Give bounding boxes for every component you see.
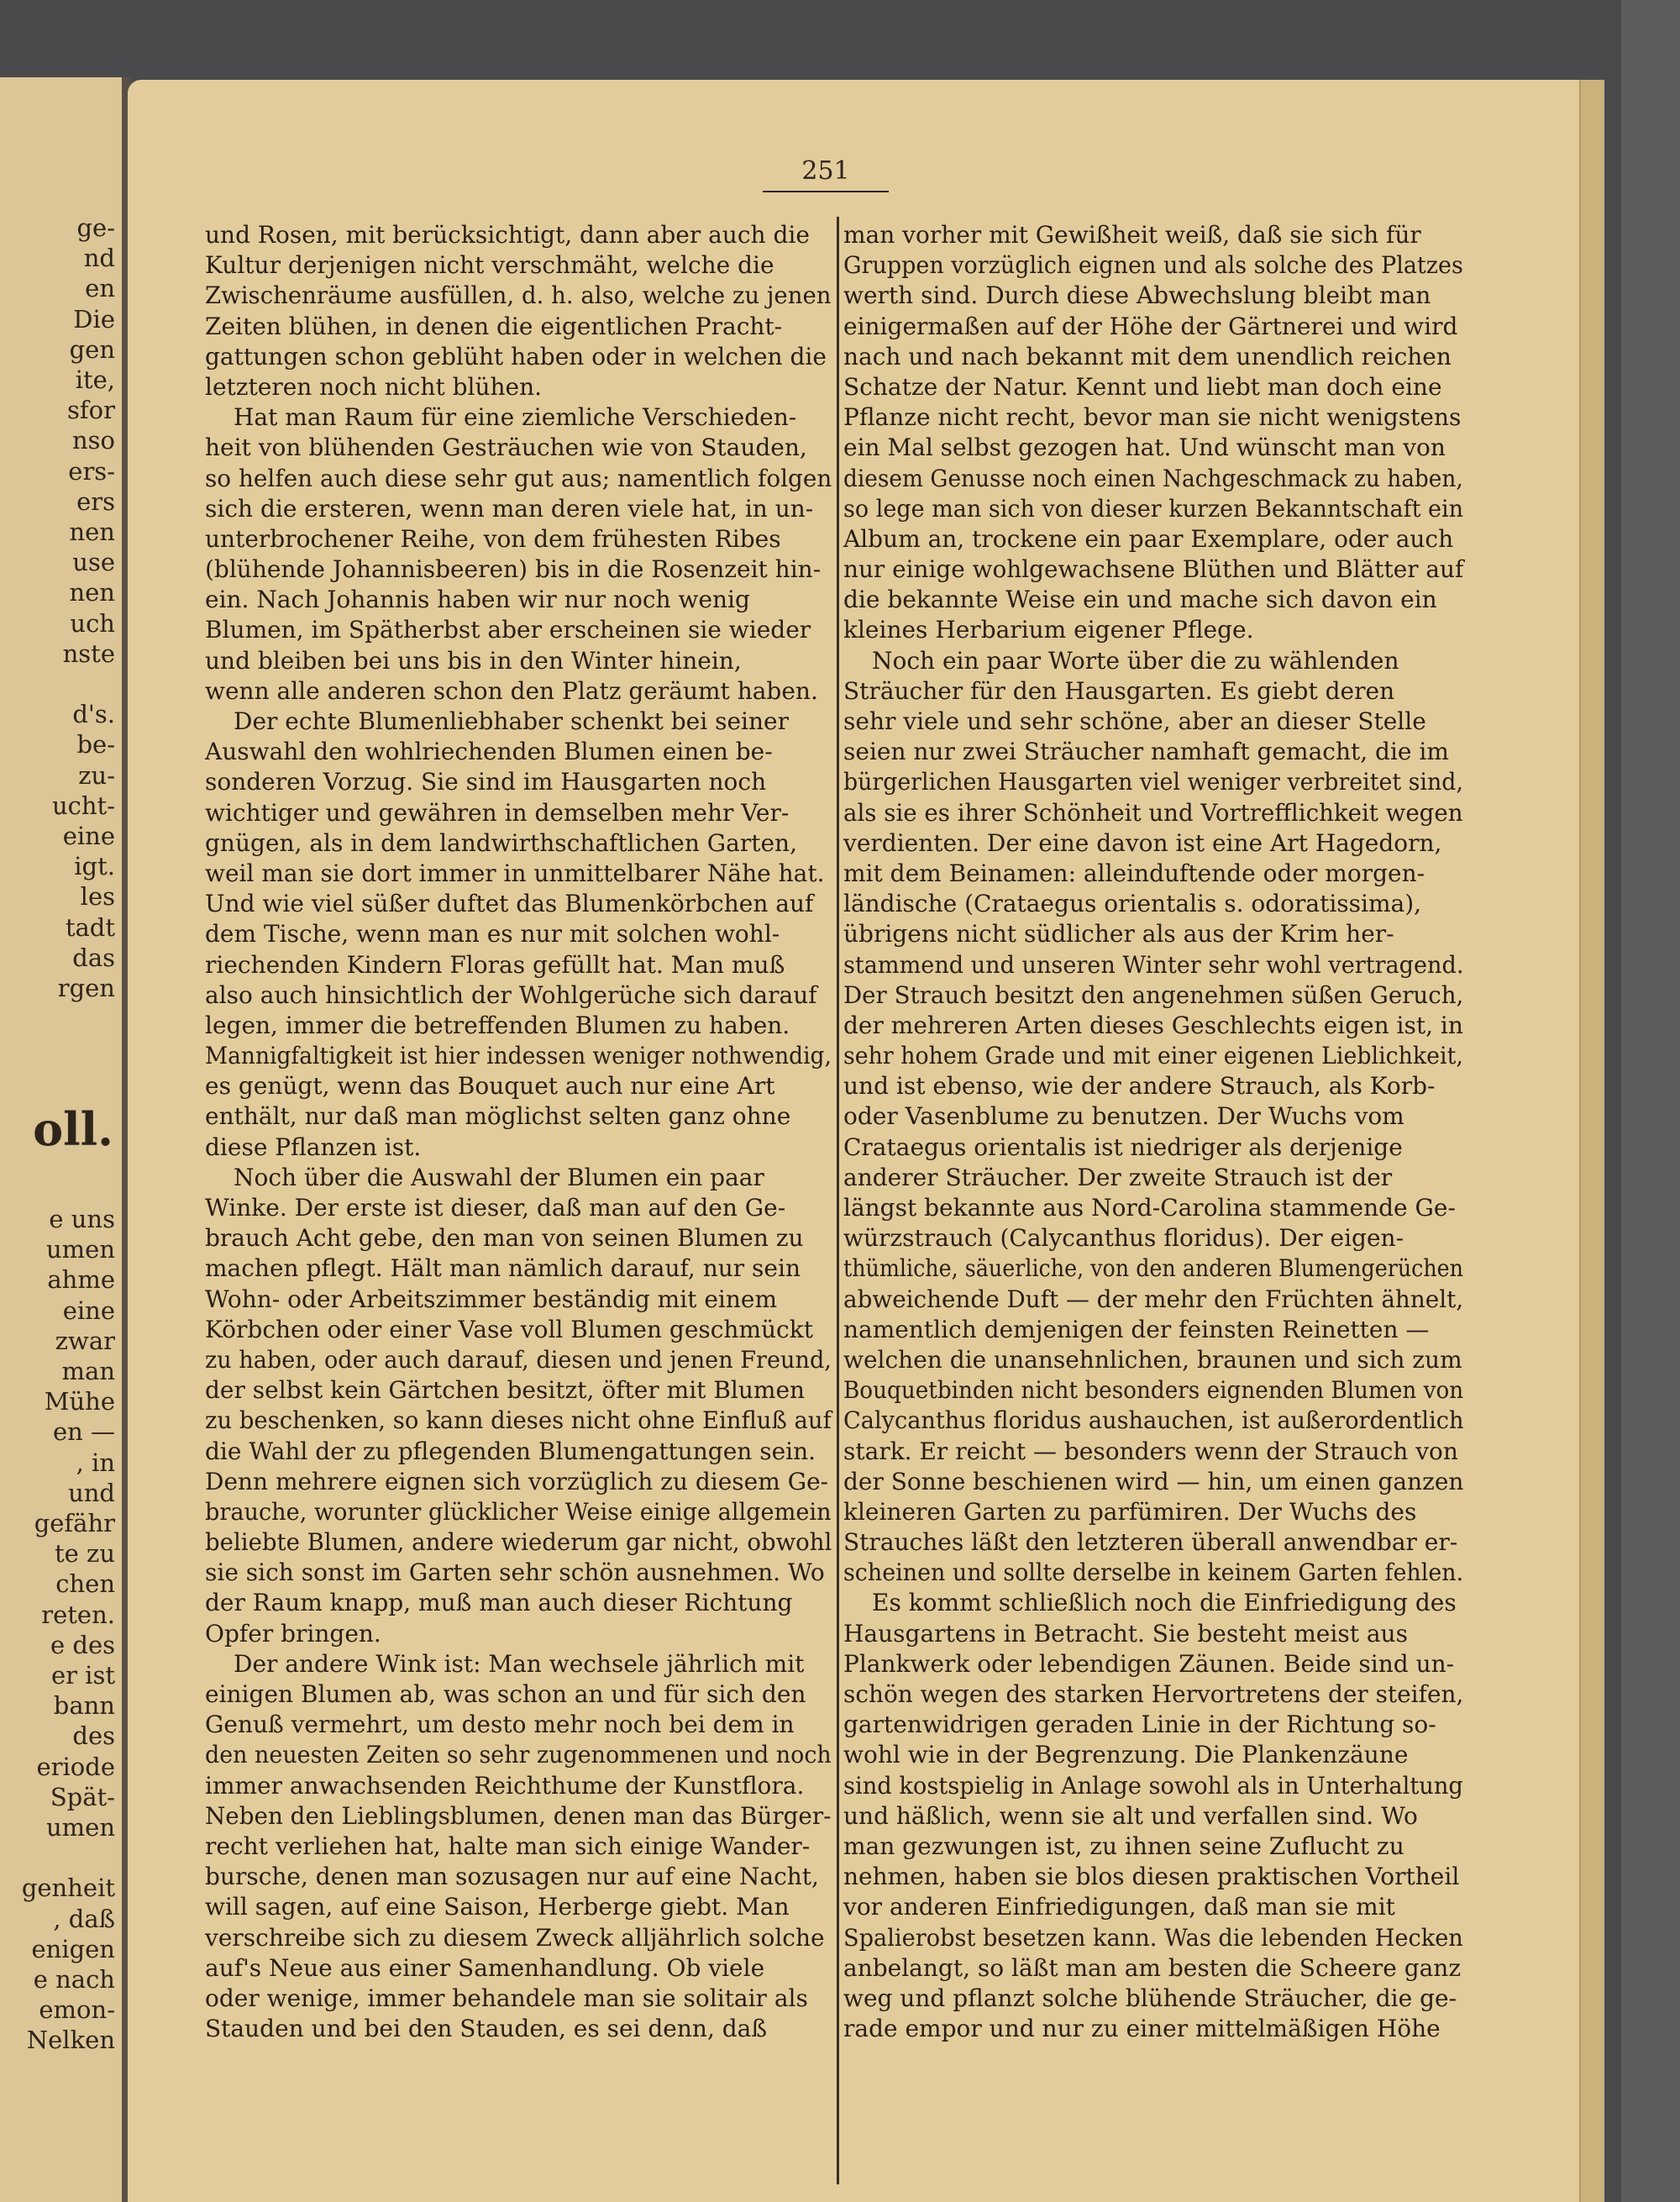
text-line: der selbst kein Gärtchen besitzt, öfter mit Blumen: [205, 1376, 806, 1405]
text-line: wohl wie in der Begrenzung. Die Plankenzäune: [843, 1741, 1409, 1769]
text-line: sie sich sonst im Garten sehr schön ausnehmen. Wo: [205, 1558, 825, 1587]
page-number: 251: [763, 156, 889, 192]
text-line: Körbchen oder einer Vase voll Blumen geschmückt: [205, 1315, 813, 1343]
text-line: (blühende Johannisbeeren) bis in die Rosenzeit hin-: [205, 555, 822, 584]
text-line: man gezwungen ist, zu ihnen seine Zuflucht zu: [843, 1831, 1404, 1860]
text-line: werth sind. Durch diese Abwechslung bleibt man: [843, 281, 1431, 310]
text-line: abweichende Duft — der mehr den Früchten ähnelt,: [843, 1285, 1464, 1313]
previous-page-edge: [0, 77, 122, 2202]
text-line: Strauches läßt den letzteren überall anwendbar er-: [843, 1528, 1458, 1557]
text-line: vor anderen Einfriedigungen, daß man sie mit: [843, 1893, 1395, 1921]
prev-page-fragment: ers-: [68, 456, 115, 486]
prev-page-fragment: reten.: [41, 1600, 115, 1629]
text-line: sehr viele und sehr schöne, aber an dieser Stelle: [843, 707, 1426, 735]
text-line: oder wenige, immer behandele man sie solitair als: [205, 1984, 808, 2012]
prev-page-fragment: tadt: [65, 912, 115, 942]
prev-page-fragment: Spät-: [50, 1782, 115, 1811]
prev-page-heading: oll.: [33, 1102, 113, 1156]
text-line: scheinen und sollte derselbe in keinem Garten fehlen.: [843, 1558, 1464, 1587]
text-line: anbelangt, so läßt man am besten die Scheere ganz: [843, 1953, 1462, 1982]
text-line: unterbrochener Reihe, von dem frühesten Ribes: [205, 524, 781, 553]
text-line: anderer Sträucher. Der zweite Strauch ist der: [843, 1163, 1393, 1191]
text-line: nehmen, haben sie blos diesen praktischen Vortheil: [843, 1863, 1460, 1891]
text-line: man vorher mit Gewißheit weiß, daß sie sich für: [843, 221, 1421, 249]
prev-page-fragment: bann: [53, 1691, 115, 1721]
prev-page-fragment: , in: [76, 1448, 115, 1477]
text-line: weg und pflanzt solche blühende Sträucher, die ge-: [843, 1984, 1457, 2012]
text-line: Der andere Wink ist: Man wechsele jährlich mit: [234, 1649, 805, 1678]
text-line: die Wahl der zu pflegenden Blumengattungen sein.: [205, 1437, 816, 1465]
text-line: Zeiten blühen, in denen die eigentlichen Pracht-: [205, 312, 783, 340]
text-line: Mannigfaltigkeit ist hier indessen weniger nothwendig,: [205, 1042, 832, 1070]
prev-page-fragment: sfor: [67, 396, 115, 425]
text-line: der Sonne beschienen wird — hin, um einen ganzen: [843, 1467, 1464, 1495]
text-line: Neben den Lieblingsblumen, denen man das Bürger-: [205, 1801, 832, 1830]
text-line: Hausgartens in Betracht. Sie besteht meist aus: [843, 1619, 1408, 1648]
text-line: recht verliehen hat, halte man sich einige Wander-: [205, 1831, 811, 1860]
prev-page-fragment: les: [80, 882, 115, 912]
text-line: Wohn- oder Arbeitszimmer beständig mit einem: [205, 1285, 778, 1313]
prev-page-fragment: enigen: [31, 1934, 115, 1963]
text-line: als sie es ihrer Schönheit und Vortrefflichkeit wegen: [843, 798, 1463, 827]
text-line: stammend und unseren Winter sehr wohl vertragend.: [843, 950, 1464, 979]
prev-page-fragment: eriode: [36, 1752, 115, 1781]
text-line: Spalierobst besetzen kann. Was die lebenden Hecken: [843, 1923, 1463, 1952]
prev-page-fragment: ite,: [75, 365, 115, 394]
text-line: Der Strauch besitzt den angenehmen süßen Geruch,: [843, 980, 1464, 1009]
text-line: nur einige wohlgewachsene Blüthen und Blätter auf: [843, 555, 1464, 584]
text-line: und häßlich, wenn sie alt und verfallen sind. Wo: [843, 1801, 1418, 1830]
prev-page-fragment: er ist: [50, 1661, 115, 1690]
prev-page-fragment: rgen: [57, 974, 115, 1002]
text-line: Kultur derjenigen nicht verschmäht, welche die: [205, 251, 774, 280]
prev-page-fragment: e uns: [49, 1205, 115, 1233]
prev-page-fragment: gefähr: [34, 1509, 115, 1537]
text-line: Der echte Blumenliebhaber schenkt bei seiner: [234, 707, 789, 735]
text-line: brauch Acht gebe, den man von seinen Blumen zu: [205, 1224, 804, 1253]
prev-page-fragment: eine: [62, 1295, 115, 1325]
text-line: Bouquetbinden nicht besonders eignenden Blumen von: [843, 1376, 1464, 1405]
text-line: riechenden Kindern Floras gefüllt hat. Man muß: [205, 950, 785, 979]
text-line: Denn mehrere eignen sich vorzüglich zu diesem Ge-: [205, 1467, 829, 1495]
prev-page-fragment: nd: [83, 244, 115, 273]
text-line: und bleiben bei uns bis in den Winter hinein,: [205, 646, 742, 675]
text-line: so lege man sich von dieser kurzen Bekanntschaft ein: [843, 494, 1464, 523]
prev-page-fragment: be-: [76, 730, 115, 759]
text-line: Und wie viel süßer duftet das Blumenkörbchen auf: [205, 890, 814, 918]
text-line: Noch ein paar Worte über die zu wählenden: [872, 646, 1399, 675]
text-line: Es kommt schließlich noch die Einfriedigung des: [872, 1589, 1457, 1617]
text-line: machen pflegt. Hält man nämlich darauf, nur sein: [205, 1254, 801, 1283]
text-line: gartenwidrigen geraden Linie in der Richtung so-: [843, 1711, 1436, 1739]
text-line: weil man sie dort immer in unmittelbarer Nähe hat.: [205, 859, 825, 887]
text-line: ländische (Crataegus orientalis s. odoratissima),: [843, 890, 1422, 918]
text-line: namentlich demjenigen der feinsten Reinetten —: [843, 1315, 1430, 1343]
text-line: Hat man Raum für eine ziemliche Verschieden-: [234, 403, 797, 432]
text-line: verschreibe sich zu diesem Zweck alljährlich solche: [205, 1923, 825, 1952]
prev-page-fragment: en: [85, 274, 115, 303]
text-line: sind kostspielig in Anlage sowohl als in Unterhaltung: [843, 1771, 1463, 1800]
text-line: Crataegus orientalis ist niedriger als derjenige: [843, 1133, 1403, 1161]
text-line: stark. Er reicht — besonders wenn der Strauch von: [843, 1437, 1458, 1465]
text-line: Gruppen vorzüglich eignen und als solche des Platzes: [843, 251, 1463, 280]
text-line: Plankwerk oder lebendigen Zäunen. Beide sind un-: [843, 1649, 1455, 1678]
text-line: welchen die unansehnlichen, braunen und sich zum: [843, 1345, 1462, 1374]
prev-page-fragment: ge-: [76, 213, 115, 242]
prev-page-fragment: des: [72, 1721, 115, 1751]
prev-page-fragment: ahme: [47, 1265, 115, 1295]
page-edge: [1579, 80, 1604, 2202]
text-line: und ist ebenso, wie der andere Strauch, als Korb-: [843, 1072, 1436, 1101]
text-line: beliebte Blumen, andere wiederum gar nicht, obwohl: [205, 1528, 832, 1557]
text-line: will sagen, auf eine Saison, Herberge giebt. Man: [205, 1893, 790, 1921]
prev-page-fragment: nste: [62, 639, 115, 668]
text-line: zu beschenken, so kann dieses nicht ohne Einfluß auf: [205, 1406, 832, 1435]
text-line: zu haben, oder auch darauf, diesen und jenen Freund,: [205, 1345, 832, 1374]
text-line: einigen Blumen ab, was schon an und für sich den: [205, 1680, 806, 1708]
prev-page-fragment: eine: [62, 822, 115, 850]
prev-page-fragment: , daß: [53, 1904, 115, 1933]
prev-page-fragment: emon-: [39, 1995, 115, 2025]
prev-page-fragment: Die: [73, 304, 115, 334]
left-column: [205, 220, 838, 2044]
prev-page-fragment: d's.: [72, 700, 115, 729]
text-line: schön wegen des starken Hervortretens der steifen,: [843, 1680, 1464, 1708]
text-line: längst bekannte aus Nord-Carolina stammende Ge-: [843, 1194, 1456, 1222]
text-line: also auch hinsichtlich der Wohlgerüche sich darauf: [205, 980, 817, 1009]
text-line: dem Tische, wenn man es nur mit solchen wohl-: [205, 920, 780, 949]
prev-page-fragment: genheit: [21, 1874, 115, 1903]
text-line: bürgerlichen Hausgarten viel weniger verbreitet sind,: [843, 768, 1463, 796]
prev-page-fragment: Nelken: [26, 2026, 115, 2055]
text-line: thümliche, säuerliche, von den anderen Blumengerüchen: [843, 1254, 1464, 1283]
text-line: kleineren Garten zu parfümiren. Der Wuchs des: [843, 1497, 1417, 1526]
prev-page-fragment: e nach: [33, 1965, 115, 1994]
text-line: letzteren noch nicht blühen.: [205, 372, 543, 401]
text-line: die bekannte Weise ein und mache sich davon ein: [843, 586, 1437, 614]
text-line: wenn alle anderen schon den Platz geräumt haben.: [205, 676, 818, 705]
text-line: und Rosen, mit berücksichtigt, dann aber auch die: [205, 221, 810, 249]
prev-page-fragment: ucht-: [51, 791, 115, 820]
text-line: übrigens nicht südlicher als aus der Krim her-: [843, 920, 1394, 949]
text-line: oder Vasenblume zu benutzen. Der Wuchs vom: [843, 1102, 1404, 1131]
prev-page-fragment: umen: [45, 1235, 115, 1264]
text-line: auf's Neue aus einer Samenhandlung. Ob viele: [205, 1953, 765, 1982]
text-line: sehr hohem Grade und mit einer eigenen Lieblichkeit,: [843, 1042, 1463, 1070]
text-line: immer anwachsenden Reichthume der Kunstflora.: [205, 1771, 805, 1800]
text-line: enthält, nur daß man möglichst selten ganz ohne: [205, 1102, 791, 1131]
prev-page-fragment: te zu: [55, 1539, 115, 1569]
prev-page-fragment: zu-: [78, 760, 115, 790]
text-line: Zwischenräume ausfüllen, d. h. also, welche zu jenen: [205, 281, 832, 310]
prev-page-fragment: Mühe: [44, 1387, 115, 1416]
text-line: rade empor und nur zu einer mittelmäßigen Höhe: [843, 2015, 1441, 2043]
prev-page-fragment: use: [72, 548, 115, 577]
text-line: bursche, denen man sozusagen nur auf eine Nacht,: [205, 1863, 819, 1891]
text-line: ein. Nach Johannis haben wir nur noch wenig: [205, 586, 750, 614]
text-line: sonderen Vorzug. Sie sind im Hausgarten noch: [205, 768, 767, 796]
text-line: gattungen schon geblüht haben oder in welchen die: [205, 342, 827, 371]
text-line: Stauden und bei den Stauden, es sei denn, daß: [205, 2015, 768, 2043]
prev-page-fragment: nen: [69, 578, 115, 607]
text-line: seien nur zwei Sträucher namhaft gemacht, die im: [843, 738, 1449, 766]
prev-page-fragment: chen: [55, 1569, 115, 1599]
text-line: würzstrauch (Calycanthus floridus). Der eigen-: [843, 1224, 1404, 1253]
text-line: so helfen auch diese sehr gut aus; namentlich folgen: [205, 464, 832, 492]
text-line: der mehreren Arten dieses Geschlechts eigen ist, in: [843, 1011, 1463, 1039]
prev-page-fragment: man: [61, 1357, 115, 1385]
text-line: Genuß vermehrt, um desto mehr noch bei dem in: [205, 1711, 795, 1739]
text-line: kleines Herbarium eigener Pflege.: [843, 616, 1254, 644]
text-line: Noch über die Auswahl der Blumen ein paar: [234, 1163, 764, 1191]
prev-page-fragment: e des: [50, 1630, 115, 1659]
prev-page-fragment: nso: [71, 426, 115, 455]
prev-page-fragment: gen: [69, 334, 115, 364]
text-line: wichtiger und gewähren in demselben mehr Ver-: [205, 798, 790, 827]
prev-page-fragment: das: [72, 943, 115, 972]
text-line: legen, immer die betreffenden Blumen zu haben.: [205, 1011, 790, 1039]
text-line: heit von blühenden Gesträuchen wie von Stauden,: [205, 434, 807, 462]
text-line: Schatze der Natur. Kennt und liebt man doch eine: [843, 372, 1442, 401]
text-line: Auswahl den wohlriechenden Blumen einen be-: [205, 738, 773, 766]
text-line: nach und nach bekannt mit dem unendlich reichen: [843, 342, 1452, 371]
text-line: es genügt, wenn das Bouquet auch nur eine Art: [205, 1072, 775, 1101]
text-line: sich die ersteren, wenn man deren viele hat, in un-: [205, 494, 814, 523]
text-line: ein Mal selbst gezogen hat. Und wünscht man von: [843, 434, 1446, 462]
right-column: [838, 220, 1470, 2044]
text-line: den neuesten Zeiten so sehr zugenommenen und noch: [205, 1741, 832, 1769]
prev-page-fragment: umen: [45, 1813, 115, 1842]
prev-page-fragment: igt.: [74, 852, 115, 881]
prev-page-fragment: und: [68, 1478, 115, 1507]
text-line: mit dem Beinamen: alleinduftende oder morgen-: [843, 859, 1425, 887]
text-line: Blumen, im Spätherbst aber erscheinen sie wieder: [205, 616, 811, 644]
text-line: Album an, trockene ein paar Exemplare, oder auch: [843, 524, 1454, 553]
text-line: einigermaßen auf der Höhe der Gärtnerei und wird: [843, 312, 1458, 340]
text-line: verdienten. Der eine davon ist eine Art Hagedorn,: [843, 828, 1442, 857]
text-line: gnügen, als in dem landwirthschaftlichen Garten,: [205, 828, 797, 857]
text-line: diese Pflanzen ist.: [205, 1133, 422, 1161]
text-line: diesem Genusse noch einen Nachgeschmack zu haben,: [843, 464, 1463, 492]
prev-page-fragment: ers: [76, 486, 115, 516]
prev-page-fragment: nen: [69, 518, 115, 546]
text-line: Sträucher für den Hausgarten. Es giebt deren: [843, 676, 1395, 705]
text-line: der Raum knapp, muß man auch dieser Richtung: [205, 1589, 793, 1617]
text-line: Calycanthus floridus aushauchen, ist außerordentlich: [843, 1406, 1464, 1435]
text-line: brauche, worunter glücklicher Weise einige allgemein: [205, 1497, 832, 1526]
text-line: Pflanze nicht recht, bevor man sie nicht wenigstens: [843, 403, 1462, 432]
prev-page-fragment: zwar: [55, 1326, 115, 1355]
prev-page-fragment: en —: [52, 1417, 115, 1447]
text-line: Winke. Der erste ist dieser, daß man auf den Ge-: [205, 1194, 786, 1222]
prev-page-fragment: uch: [70, 608, 115, 638]
text-line: Opfer bringen.: [205, 1619, 381, 1648]
